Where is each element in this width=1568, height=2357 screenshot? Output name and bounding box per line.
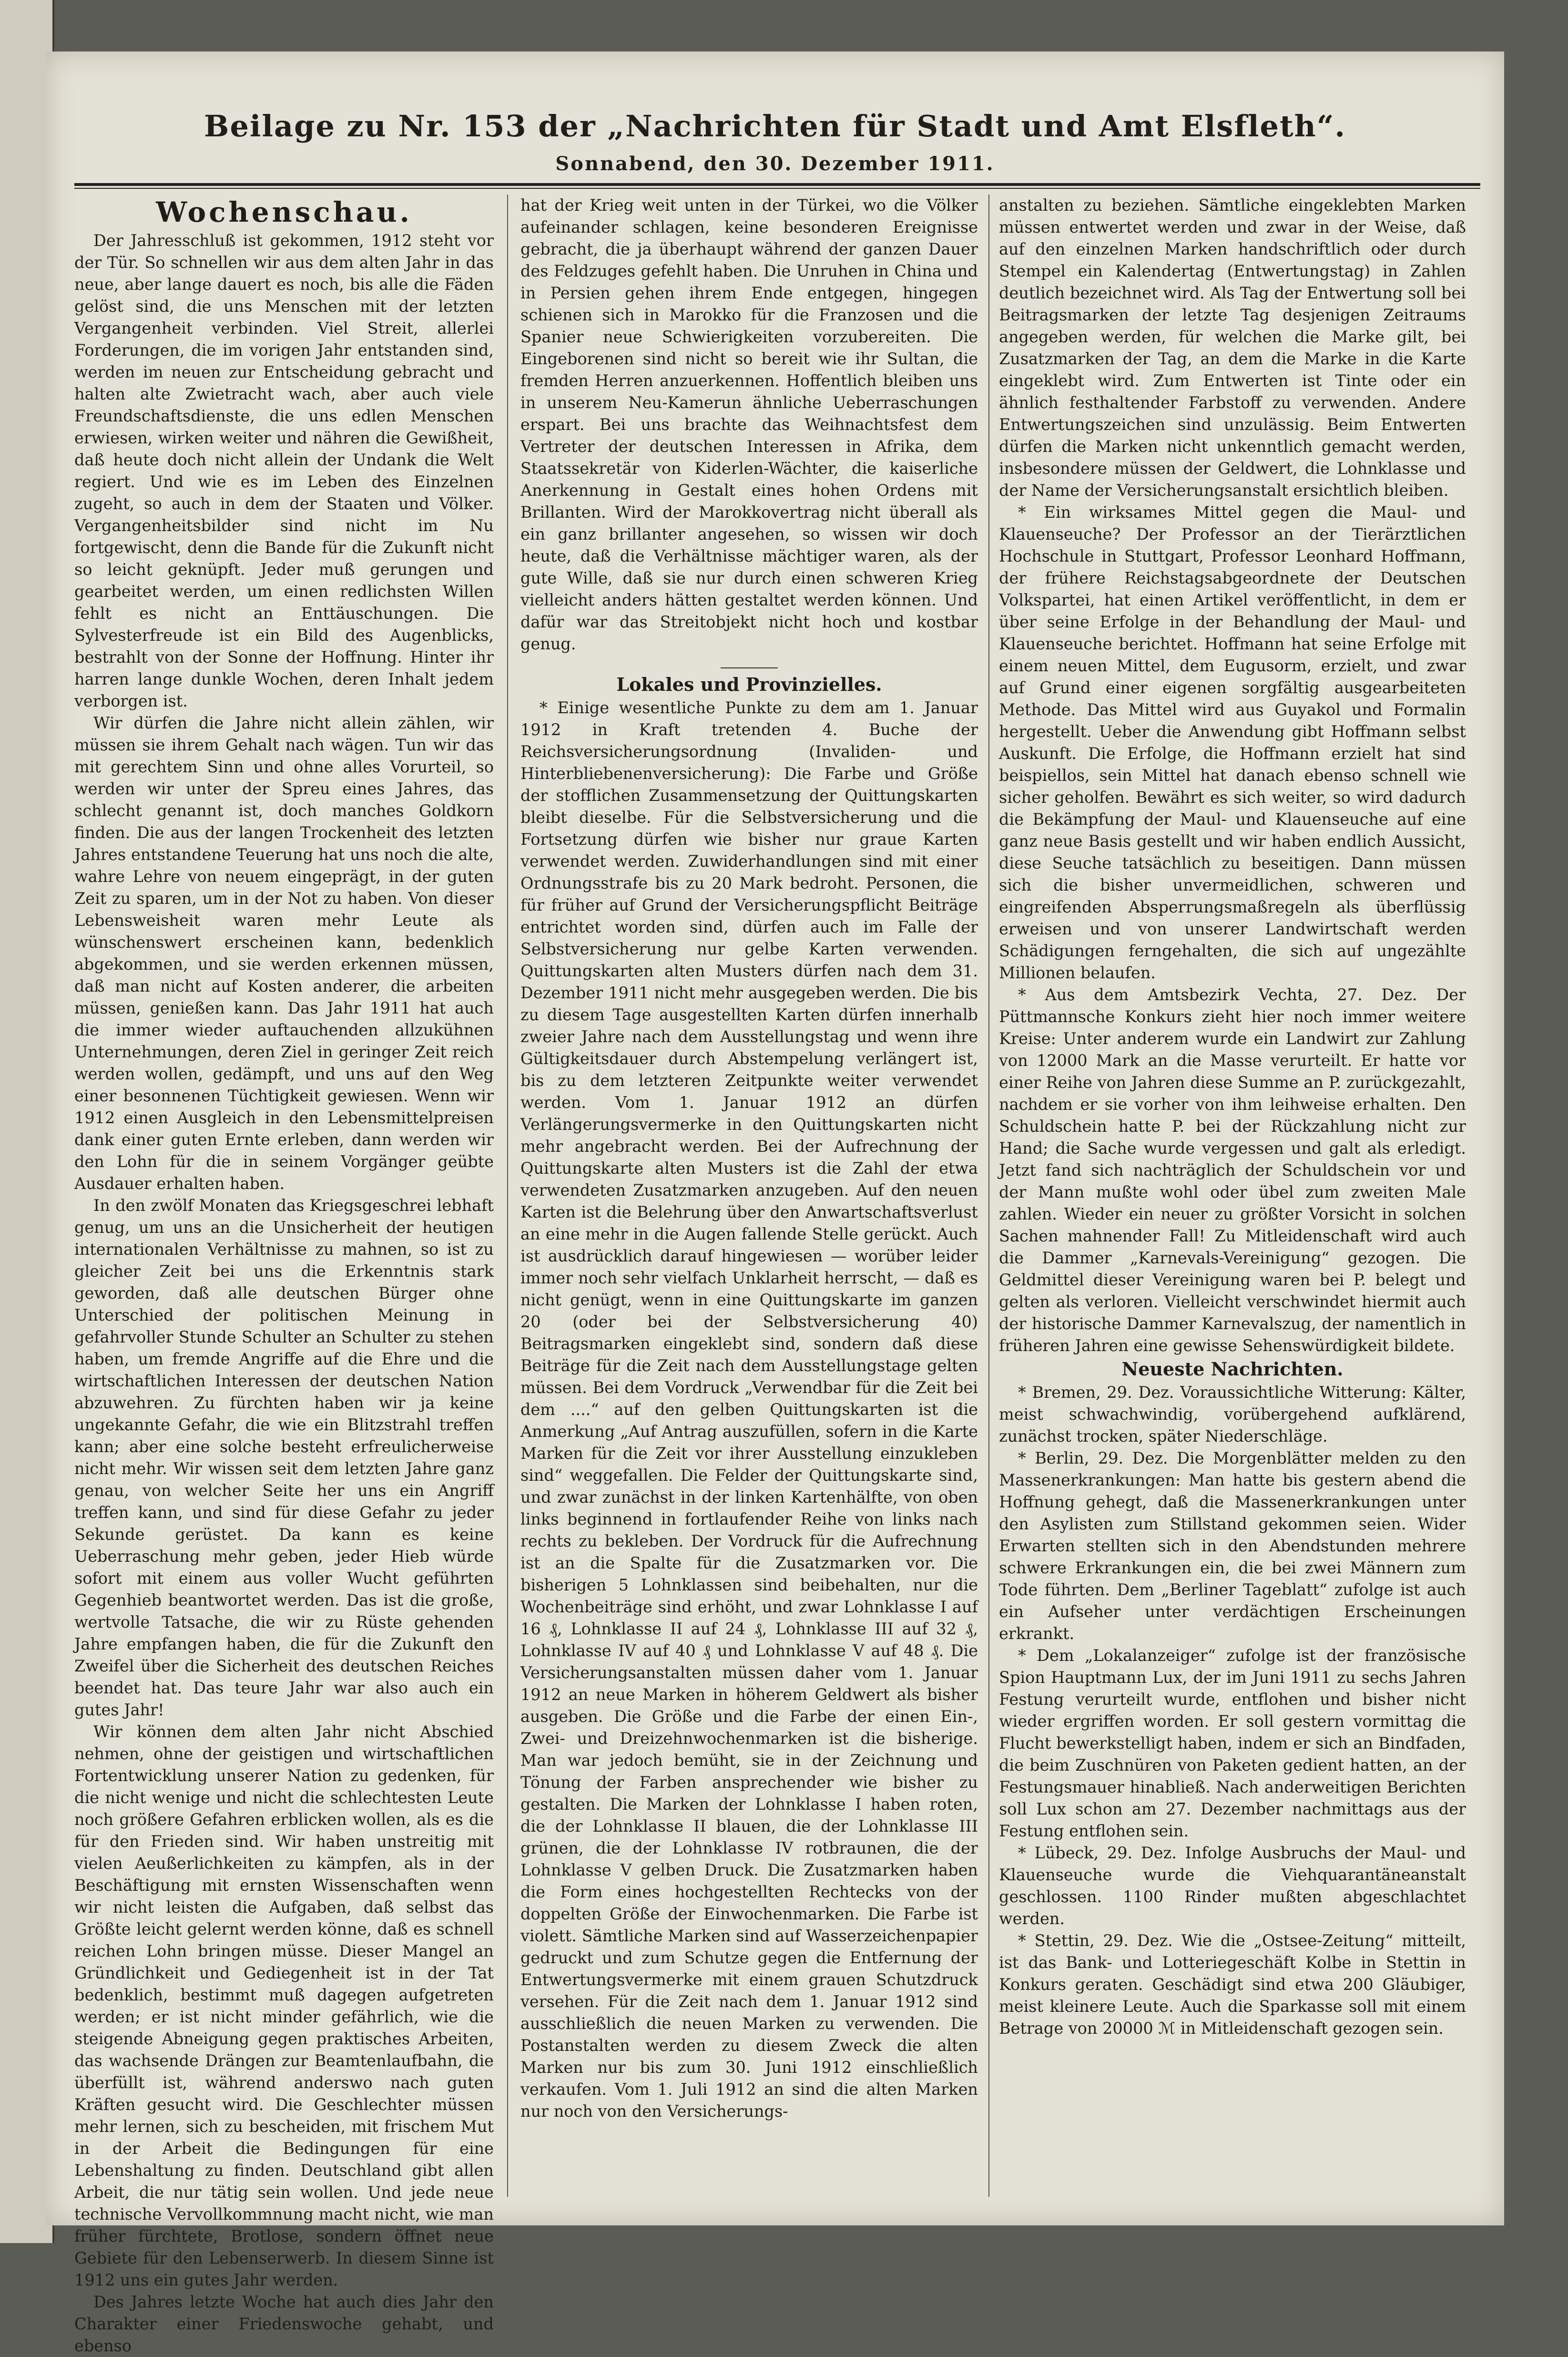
- article-paragraph: * Aus dem Amtsbezirk Vechta, 27. Dez. Der Püttmannsche Konkurs zieht hier noch immer weitere Kreise: Unter anderem wurde ein Landwirt zur Zahlung von 12000 Mark an die Masse verurteilt. Er hatte vor einer Reihe von Jahren diese Summe an P. zurückgezahlt, nachdem er sie vorher von ihm leihweise erhalten. Den Schuldschein hatte P. bei der Rückzahlung nicht zur Hand; die Sache wurde vergessen und galt als erledigt. Jetzt fand sich nachträglich der Schuldschein vor und der Mann mußte wohl oder übel zum zweiten Male zahlen. Wieder ein neuer zu größter Vorsicht in solchen Sachen mahnender Fall! Zu Mitleidenschaft wird auch die Dammer „Karnevals-Vereinigung“ gezogen. Die Geldmittel dieser Vereinigung waren bei P. belegt und gelten als verloren. Vielleicht verschwindet hiermit auch der historische Dammer Karnevalszug, der namentlich in früheren Jahren eine gewisse Sehenswürdigkeit bildete.: [999, 985, 1466, 1355]
- article-paragraph: * Stettin, 29. Dez. Wie die „Ostsee-Zeitung“ mitteilt, ist das Bank- und Lotteriegeschäft Kolbe in Stettin in Konkurs geraten. Geschädigt sind etwa 200 Gläubiger, meist kleinere Leute. Auch die Sparkasse soll mit einem Betrage von 20000 ℳ in Mitleidenschaft gezogen sein.: [999, 1931, 1466, 2038]
- article-paragraph: Wir dürfen die Jahre nicht allein zählen, wir müssen sie ihrem Gehalt nach wägen. Tun wir das mit gerechtem Sinn und ohne alles Vorurteil, so werden wir unter der Spreu eines Jahres, das schlecht genannt ist, doch manches Goldkorn finden. Die aus der langen Trockenheit des letzten Jahres entstandene Teuerung hat uns noch die alte, wahre Lehre von neuem eingeprägt, in der guten Zeit zu sparen, um in der Not zu haben. Von dieser Lebensweisheit waren mehr Leute als wünschenswert erscheinen kann, bedenklich abgekommen, und sie werden erkennen müssen, daß man nicht auf Kosten anderer, die arbeiten müssen, genießen kann. Das Jahr 1911 hat auch die immer wieder auftauchenden allzukühnen Unternehmungen, deren Ziel in geringer Zeit reich werden wollen, gedämpft, und uns auf den Weg einer besonnenen Tüchtigkeit gewiesen. Wenn wir 1912 einen Ausgleich in den Lebensmittelpreisen dank einer guten Ernte erleben, dann werden wir den Lohn für die in seinem Vorgänger geübte Ausdauer erhalten haben.: [74, 714, 494, 1193]
- masthead-title: Beilage zu Nr. 153 der „Nachrichten für Stadt und Amt Elsfleth“.: [204, 109, 1346, 143]
- article-paragraph: anstalten zu beziehen. Sämtliche eingeklebten Marken müssen entwertet werden und zwar in der Weise, daß auf den einzelnen Marken handschriftlich oder durch Stempel ein Kalendertag (Entwertungstag) in Zahlen deutlich bezeichnet wird. Als Tag der Entwertung soll bei Beitragsmarken der letzte Tag desjenigen Zeitraums angegeben werden, für welchen die Marke gilt, bei Zusatzmarken der Tag, an dem die Marke in die Karte eingeklebt wird. Zum Entwerten ist Tinte oder ein ähnlich festhaltender Farbstoff zu verwenden. Andere Entwertungszeichen sind unzulässig. Beim Entwerten dürfen die Marken nicht unkenntlich gemacht werden, insbesondere müssen der Geldwert, die Lohnklasse und der Name der Versicherungsanstalt ersichtlich bleiben.: [999, 196, 1466, 500]
- section-heading-neueste-nachrichten: Neueste Nachrichten.: [1121, 1358, 1344, 1380]
- masthead-rule: [74, 183, 1480, 189]
- article-paragraph: hat der Krieg weit unten in der Türkei, wo die Völker aufeinander schlagen, keine besonderen Ereignisse gebracht, die ja überhaupt während der ganzen Dauer des Feldzuges gefehlt haben. Die Unruhen in China und in Persien gehen ihrem Ende entgegen, hingegen schienen sich in Marokko für die Franzosen und die Spanier neue Schwierigkeiten vorzubereiten. Die Eingeborenen sind nicht so bereit wie ihr Sultan, die fremden Herren anzuerkennen. Hoffentlich bleiben uns in unserem Neu-Kamerun ähnliche Ueberraschungen erspart. Bei uns brachte das Weihnachtsfest dem Vertreter der deutschen Interessen in Afrika, dem Staatssekretär von Kiderlen-Wächter, die kaiserliche Anerkennung in Gestalt eines hohen Ordens mit Brillanten. Wird der Marokkovertrag nicht überall als ein ganz brillanter angesehen, so wissen wir doch heute, daß die Verhältnisse mächtiger waren, als der gute Wille, daß sie nur durch einen schweren Krieg vielleicht anders hätten gestaltet werden können. Und dafür war das Streitobjekt nicht hoch und kostbar genug.: [520, 196, 978, 653]
- article-paragraph: * Lübeck, 29. Dez. Infolge Ausbruchs der Maul- und Klauenseuche wurde die Viehquarantäneanstalt geschlossen. 1100 Rinder mußten abgeschlachtet werden.: [999, 1844, 1466, 1928]
- article-paragraph: * Dem „Lokalanzeiger“ zufolge ist der französische Spion Hauptmann Lux, der im Juni 1911 zu sechs Jahren Festung verurteilt wurde, entflohen und bisher nicht wieder ergriffen worden. Er soll gestern vormittag die Flucht bewerkstelligt haben, indem er sich an Bindfaden, die beim Zuschnüren von Paketen gedient hatten, an der Festungsmauer hinabließ. Nach anderweitigen Berichten soll Lux schon am 27. Dezember nachmittags aus der Festung entflohen sein.: [999, 1646, 1466, 1840]
- article-paragraph: * Einige wesentliche Punkte zu dem am 1. Januar 1912 in Kraft tretenden 4. Buche der Reichsversicherungsordnung (Invaliden- und Hinterbliebenenversicherung): Die Farbe und Größe der stofflichen Zusammensetzung der Quittungskarten bleibt dieselbe. Für die Selbstversicherung und die Fortsetzung dürfen wie bisher nur graue Karten verwendet werden. Zuwiderhandlungen sind mit einer Ordnungsstrafe bis zu 20 Mark bedroht. Personen, die für früher auf Grund der Versicherungspflicht Beiträge entrichtet worden sind, dürfen auch im Falle der Selbstversicherung nur gelbe Karten verwenden. Quittungskarten alten Musters dürfen nach dem 31. Dezember 1911 nicht mehr ausgegeben werden. Die bis zu diesem Tage ausgestellten Karten dürfen innerhalb zweier Jahre nach dem Ausstellungstag und wenn ihre Gültigkeitsdauer durch Abstempelung verlängert ist, bis zu dem letzteren Zeitpunkte weiter verwendet werden. Vom 1. Januar 1912 an dürfen Verlängerungsvermerke in den Quittungskarten nicht mehr angebracht werden. Bei der Aufrechnung der Quittungskarte alten Musters ist die Zahl der etwa verwendeten Zusatzmarken anzugeben. Auf den neuen Karten ist die Belehrung über den Anwartschaftsverlust an eine mehr in die Augen fallende Stelle gerückt. Auch ist ausdrücklich darauf hingewiesen — worüber leider immer noch sehr vielfach Unklarheit herrscht, — daß es nicht genügt, wenn in eine Quittungskarte im ganzen 20 (oder bei der Selbstversicherung 40) Beitragsmarken eingeklebt sind, sondern daß diese Beiträge für die Zeit nach dem Ausstellungstage gelten müssen. Bei dem Vordruck „Verwendbar für die Zeit bei dem ....“ auf den gelben Quittungskarten ist die Anmerkung „Auf Antrag auszufüllen, sofern in die Karte Marken für die Zeit vor ihrer Ausstellung einzukleben sind“ weggefallen. Die Felder der Quittungskarte sind, und zwar zunächst in der linken Kartenhälfte, von oben links beginnend in fortlaufender Reihe von links nach rechts zu bekleben. Der Vordruck für die Aufrechnung ist an die Spalte für die Zusatzmarken vor. Die bisherigen 5 Lohnklassen sind beibehalten, nur die Wochenbeiträge sind erhöht, und zwar Lohnklasse I auf 16 ₰, Lohnklasse II auf 24 ₰, Lohnklasse III auf 32 ₰, Lohnklasse IV auf 40 ₰ und Lohnklasse V auf 48 ₰. Die Versicherungsanstalten müssen daher vom 1. Januar 1912 an neue Marken in höherem Geldwert als bisher ausgeben. Die Größe und die Farbe der einen Ein-, Zwei- und Dreizehnwochenmarken ist die bisherige. Man war jedoch bemüht, sie in der Zeichnung und Tönung der Farben ansprechender wie bisher zu gestalten. Die Marken der Lohnklasse I haben roten, die der Lohnklasse II blauen, die der Lohnklasse III grünen, die der Lohnklasse IV rotbraunen, die der Lohnklasse V gelben Druck. Die Zusatzmarken haben die Form eines hochgestellten Rechtecks von der doppelten Größe der Einwochenmarken. Die Farbe ist violett. Sämtliche Marken sind auf Wasserzeichenpapier gedruckt und zum Schutze gegen die Entfernung der Entwertungsvermerke mit einem grauen Schutzdruck versehen. Für die Zeit nach dem 1. Januar 1912 sind ausschließlich die neuen Marken zu verwenden. Die Postanstalten werden zu diesem Zweck die alten Marken nur bis zum 30. Juni 1912 einschließlich verkaufen. Vom 1. Juli 1912 an sind die alten Marken nur noch von den Versicherungs-: [520, 698, 978, 2121]
- article-paragraph: * Ein wirksames Mittel gegen die Maul- und Klauenseuche? Der Professor an der Tierärztlichen Hochschule in Stuttgart, Professor Leonhard Hoffmann, der frühere Reichstagsabgeordnete der Deutschen Volkspartei, hat einen Artikel veröffentlicht, in dem er über seine Erfolge in der Behandlung der Maul- und Klauenseuche berichtet. Hoffmann hat seine Erfolge mit einem neuen Mittel, dem Eugusorm, erzielt, und zwar auf Grund einer eigenen sorgfältig ausgearbeiteten Methode. Das Mittel wird aus Guyakol und Formalin hergestellt. Ueber die Anwendung gibt Hoffmann selbst Auskunft. Die Erfolge, die Hoffmann erzielt hat sind beispiellos, sein Mittel hat danach ebenso schnell wie sicher geholfen. Bewährt es sich weiter, so wird dadurch die Bekämpfung der Maul- und Klauenseuche auf eine ganz neue Basis gestellt und wir haben endlich Aussicht, diese Seuche tatsächlich zu beseitigen. Dann müssen sich die bisher unvermeidlichen, schweren und eingreifenden Absperrungsmaßregeln als überflüssig erweisen und von unserer Landwirtschaft werden Schädigungen ferngehalten, die sich auf ungezählte Millionen belaufen.: [999, 503, 1466, 982]
- section-heading-lokales: Lokales und Provinzielles.: [616, 674, 882, 695]
- article-paragraph: Des Jahres letzte Woche hat auch dies Jahr den Charakter einer Friedenswoche gehabt, und ebenso: [74, 2293, 494, 2355]
- section-separator: [721, 667, 778, 668]
- section-heading-wochenschau: Wochenschau.: [156, 196, 412, 228]
- column-divider: [988, 195, 989, 2197]
- article-paragraph: Wir können dem alten Jahr nicht Abschied nehmen, ohne der geistigen und wirtschaftlichen Fortentwicklung unserer Nation zu gedenken, für die nicht wenige und nicht die schlechtesten Leute noch größere Gefahren erblicken wollen, als es die für den Frieden sind. Wir haben unstreitig mit vielen Aeußerlichkeiten zu kämpfen, als in der Beschäftigung mit ernsten Wissenschaften wenn wir nicht leisten die Aufgaben, daß selbst das Größte leicht gelernt werden könne, daß es schnell reichen Lohn bringen müsse. Dieser Mangel an Gründlichkeit und Gediegenheit ist in der Tat bedenklich, bestimmt muß dagegen aufgetreten werden; er ist nicht minder gefährlich, wie die steigende Abneigung gegen praktisches Arbeiten, das wachsende Drängen zur Beamtenlaufbahn, die überfüllt ist, während anderswo nach guten Kräften gesucht wird. Die Geschlechter müssen mehr lernen, sich zu bescheiden, mit frischem Mut in der Arbeit die Bedingungen für eine Lebenshaltung zu finden. Deutschland gibt allen Arbeit, die nur tätig sein wollen. Und jede neue technische Vervollkommnung macht nicht, wie man früher fürchtete, Brotlose, sondern öffnet neue Gebiete für den Lebenserwerb. In diesem Sinne ist 1912 uns ein gutes Jahr werden.: [74, 1722, 494, 2289]
- article-paragraph: In den zwölf Monaten das Kriegsgeschrei lebhaft genug, um uns an die Unsicherheit der heutigen internationalen Verhältnisse zu mahnen, so ist zu gleicher Zeit bei uns die Erkenntnis stark geworden, daß alle deutschen Bürger ohne Unterschied der politischen Meinung in gefahrvoller Stunde Schulter an Schulter zu stehen haben, um fremde Angriffe auf die Ehre und die wirtschaftlichen Interessen der deutschen Nation abzuwehren. Zu fürchten haben wir ja keine ungekannte Gefahr, die wie ein Blitzstrahl treffen kann; aber eine solche besteht erfreulicherweise nicht mehr. Wir wissen seit dem letzten Jahre ganz genau, von welcher Seite her uns ein Angriff treffen kann, und sind für diese Gefahr zu jeder Sekunde gerüstet. Da kann es keine Ueberraschung mehr geben, jeder Hieb würde sofort mit einem aus voller Wucht geführten Gegenhieb beantwortet werden. Das ist die große, wertvolle Tatsache, die wir zu Rüste gehenden Jahre empfangen haben, die für die Zukunft den Zweifel über die Sicherheit des deutschen Reiches beendet hat. Das teure Jahr war also auch ein gutes Jahr!: [74, 1196, 494, 1719]
- newspaper-page: [46, 51, 1504, 2355]
- article-paragraph: Der Jahresschluß ist gekommen, 1912 steht vor der Tür. So schnellen wir aus dem alten Jahr in das neue, aber lange dauert es noch, bis alle die Fäden gelöst sind, die uns Menschen mit der letzten Vergangenheit verbinden. Viel Streit, allerlei Forderungen, die im vorigen Jahr entstanden sind, werden im neuen zur Entscheidung gebracht und halten alte Zwietracht wach, aber auch viele Freundschaftsdienste, die uns edlen Menschen erwiesen, wirken weiter und nähren die Gewißheit, daß heute doch nicht allein der Undank die Welt regiert. Und wie es im Leben des Einzelnen zugeht, so auch in dem der Staaten und Völker. Vergangenheitsbilder sind nicht im Nu fortgewischt, denn die Bande für die Zukunft nicht so leicht geknüpft. Jeder muß gerungen und gearbeitet werden, um einen redlichsten Willen fehlt es nicht an Enttäuschungen. Die Sylvesterfreude ist ein Bild des Augenblicks, bestrahlt von der Sonne der Hoffnung. Hinter ihr harren lange dunkle Wochen, deren Inhalt jedem verborgen ist.: [74, 231, 494, 710]
- column-2: [520, 195, 978, 2202]
- column-3: [999, 195, 1466, 2202]
- column-1: [74, 195, 494, 2355]
- article-paragraph: * Bremen, 29. Dez. Voraussichtliche Witterung: Kälter, meist schwachwindig, vorübergehend aufklärend, zunächst trocken, später Niederschläge.: [999, 1383, 1466, 1445]
- column-divider: [507, 195, 508, 2197]
- article-paragraph: * Berlin, 29. Dez. Die Morgenblätter melden zu den Massenerkrankungen: Man hatte bis gestern abend die Hoffnung gehegt, daß die Massenerkrankungen unter den Asylisten zum Stillstand gekommen seien. Wider Erwarten stellten sich in den Abendstunden mehrere schwere Erkrankungen ein, die bei zwei Männern zum Tode führten. Dem „Berliner Tageblatt“ zufolge ist auch ein Aufseher unter verdächtigen Erscheinungen erkrankt.: [999, 1449, 1466, 1643]
- masthead-date: Sonnabend, den 30. Dezember 1911.: [555, 153, 995, 175]
